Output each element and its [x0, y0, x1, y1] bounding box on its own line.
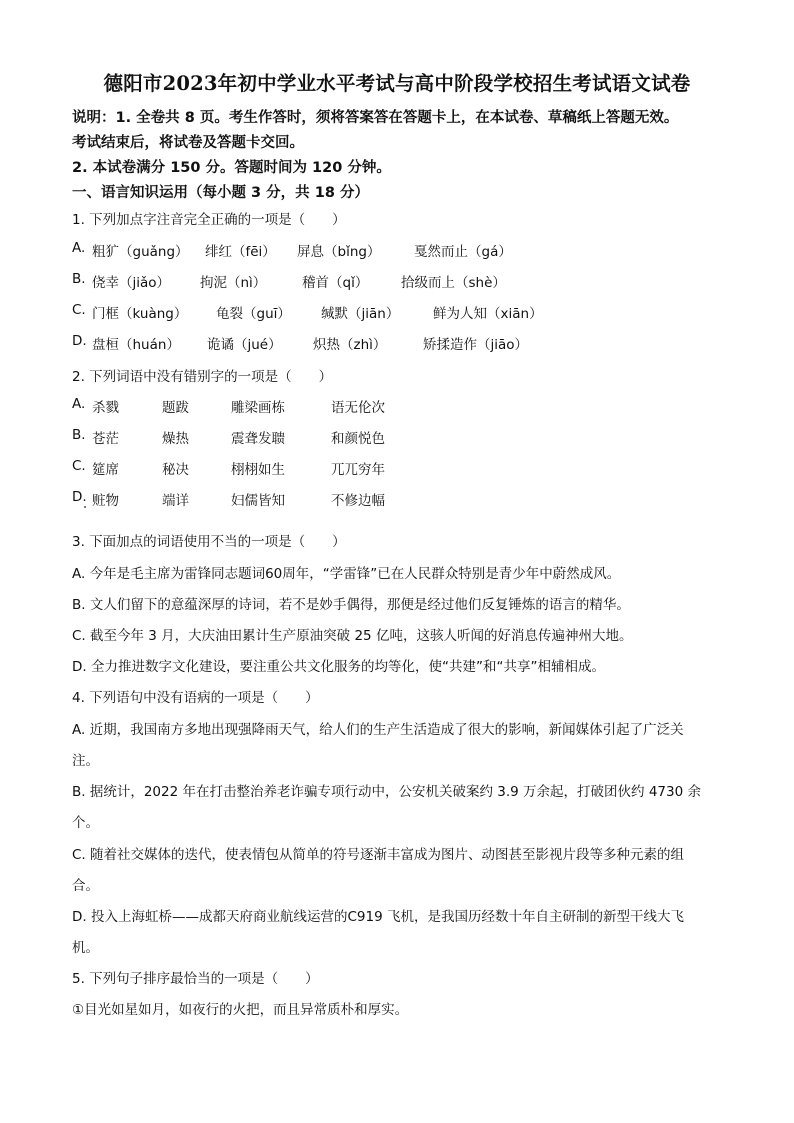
option-item: 门框（kuàng） — [92, 306, 188, 322]
option-item: 稽首（qǐ） — [302, 275, 369, 291]
question-3-option-a: A. 今年是毛主席为雷锋同志题词60周年，“学雷锋”已在人民群众特别是青少年中蔚然成风。 — [72, 566, 621, 582]
stray-dot-mark — [84, 506, 86, 508]
instructions-line-2: 考试结束后，将试卷及答题卡交回。 — [72, 135, 304, 151]
question-2-stem: 2. 下列词语中没有错别字的一项是（ ） — [72, 369, 333, 385]
option-item: 粗犷（guǎng） — [92, 244, 189, 260]
option-letter: C. — [72, 458, 86, 474]
question-4-stem: 4. 下列语句中没有语病的一项是（ ） — [72, 690, 319, 706]
question-3-option-c: C. 截至今年 3 月，大庆油田累计生产原油突破 25 亿吨，这骇人听闻的好消息传遍神州大地。 — [72, 628, 633, 644]
section-heading: 一、语言知识运用（每小题 3 分，共 18 分） — [72, 185, 369, 201]
option-item: 鲜为人知（xiān） — [433, 306, 543, 322]
option-item: 侥幸（jiǎo） — [92, 275, 171, 291]
question-5-stem: 5. 下列句子排序最恰当的一项是（ ） — [72, 971, 319, 987]
option-item: 题跋 — [162, 400, 189, 416]
option-item: 端详 — [162, 493, 189, 509]
option-item: 龟裂（guī） — [216, 306, 291, 322]
option-item: 燥热 — [162, 431, 189, 447]
option-item: 诡谲（jué） — [207, 337, 282, 353]
option-letter: B. — [72, 271, 86, 287]
option-item: 拾级而上（shè） — [401, 275, 506, 291]
option-item: 和颜悦色 — [331, 431, 385, 447]
option-item: 兀兀穷年 — [331, 462, 385, 478]
option-item: 矫揉造作（jiāo） — [423, 337, 529, 353]
question-1-stem: 1. 下列加点字注音完全正确的一项是（ ） — [72, 212, 346, 228]
option-item: 不修边幅 — [331, 493, 385, 509]
option-letter: D. — [72, 489, 87, 505]
option-item: 妇儒皆知 — [231, 493, 285, 509]
option-item: 语无伦次 — [331, 400, 385, 416]
instructions-line-3: 2. 本试卷满分 150 分。答题时间为 120 分钟。 — [72, 160, 391, 176]
option-letter: B. — [72, 427, 86, 443]
instructions-line-1: 说明：1. 全卷共 8 页。考生作答时，须将答案答在答题卡上，在本试卷、草稿纸上答题无效。 — [72, 110, 679, 126]
option-item: 秘决 — [162, 462, 189, 478]
question-4-line: 机。 — [72, 940, 99, 956]
question-4-line: D. 投入上海虹桥——成都天府商业航线运营的C919 飞机，是我国历经数十年自主研制的新型干线大飞 — [72, 909, 684, 925]
option-letter: C. — [72, 302, 86, 318]
option-item: 戛然而止（gá） — [414, 244, 512, 260]
question-5-sentence-1: ①目光如星如月，如夜行的火把，而且异常质朴和厚实。 — [72, 1002, 409, 1018]
option-item: 屏息（bǐng） — [297, 244, 381, 260]
option-item: 盘桓（huán） — [92, 337, 180, 353]
question-4-line: 个。 — [72, 815, 99, 831]
option-item: 赃物 — [92, 493, 119, 509]
option-item: 杀戮 — [92, 400, 119, 416]
option-item: 栩栩如生 — [231, 462, 285, 478]
option-item: 炽热（zhì） — [313, 337, 387, 353]
question-3-option-b: B. 文人们留下的意蕴深厚的诗词，若不是妙手偶得，那便是经过他们反复锤炼的语言的精华。 — [72, 597, 630, 613]
option-item: 雕梁画栋 — [231, 400, 285, 416]
question-4-line: B. 据统计，2022 年在打击整治养老诈骗专项行动中，公安机关破案约 3.9 万余起，打破团伙约 4730 余 — [72, 784, 701, 800]
option-item: 震聋发聩 — [231, 431, 285, 447]
option-item: 拘泥（nì） — [200, 275, 267, 291]
question-3-option-d: D. 全力推进数字文化建设，要注重公共文化服务的均等化，使“共建”和“共享”相辅相成。 — [72, 659, 605, 675]
page-title: 德阳市2023年初中学业水平考试与高中阶段学校招生考试语文试卷 — [103, 72, 691, 95]
option-letter: A. — [72, 240, 86, 256]
option-item: 绯红（fēi） — [205, 244, 276, 260]
option-letter: A. — [72, 396, 86, 412]
option-item: 筵席 — [92, 462, 119, 478]
question-3-stem: 3. 下面加点的词语使用不当的一项是（ ） — [72, 534, 346, 550]
question-4-line: C. 随着社交媒体的迭代，使表情包从简单的符号逐渐丰富成为图片、动图甚至影视片段等多种元素的组 — [72, 847, 685, 863]
question-4-line: 注。 — [72, 753, 99, 769]
question-4-line: A. 近期，我国南方多地出现强降雨天气，给人们的生产生活造成了很大的影响，新闻媒体引起了广泛关 — [72, 722, 684, 738]
option-item: 缄默（jiān） — [321, 306, 400, 322]
option-item: 苍茫 — [92, 431, 119, 447]
question-4-line: 合。 — [72, 878, 99, 894]
option-letter: D. — [72, 333, 87, 349]
